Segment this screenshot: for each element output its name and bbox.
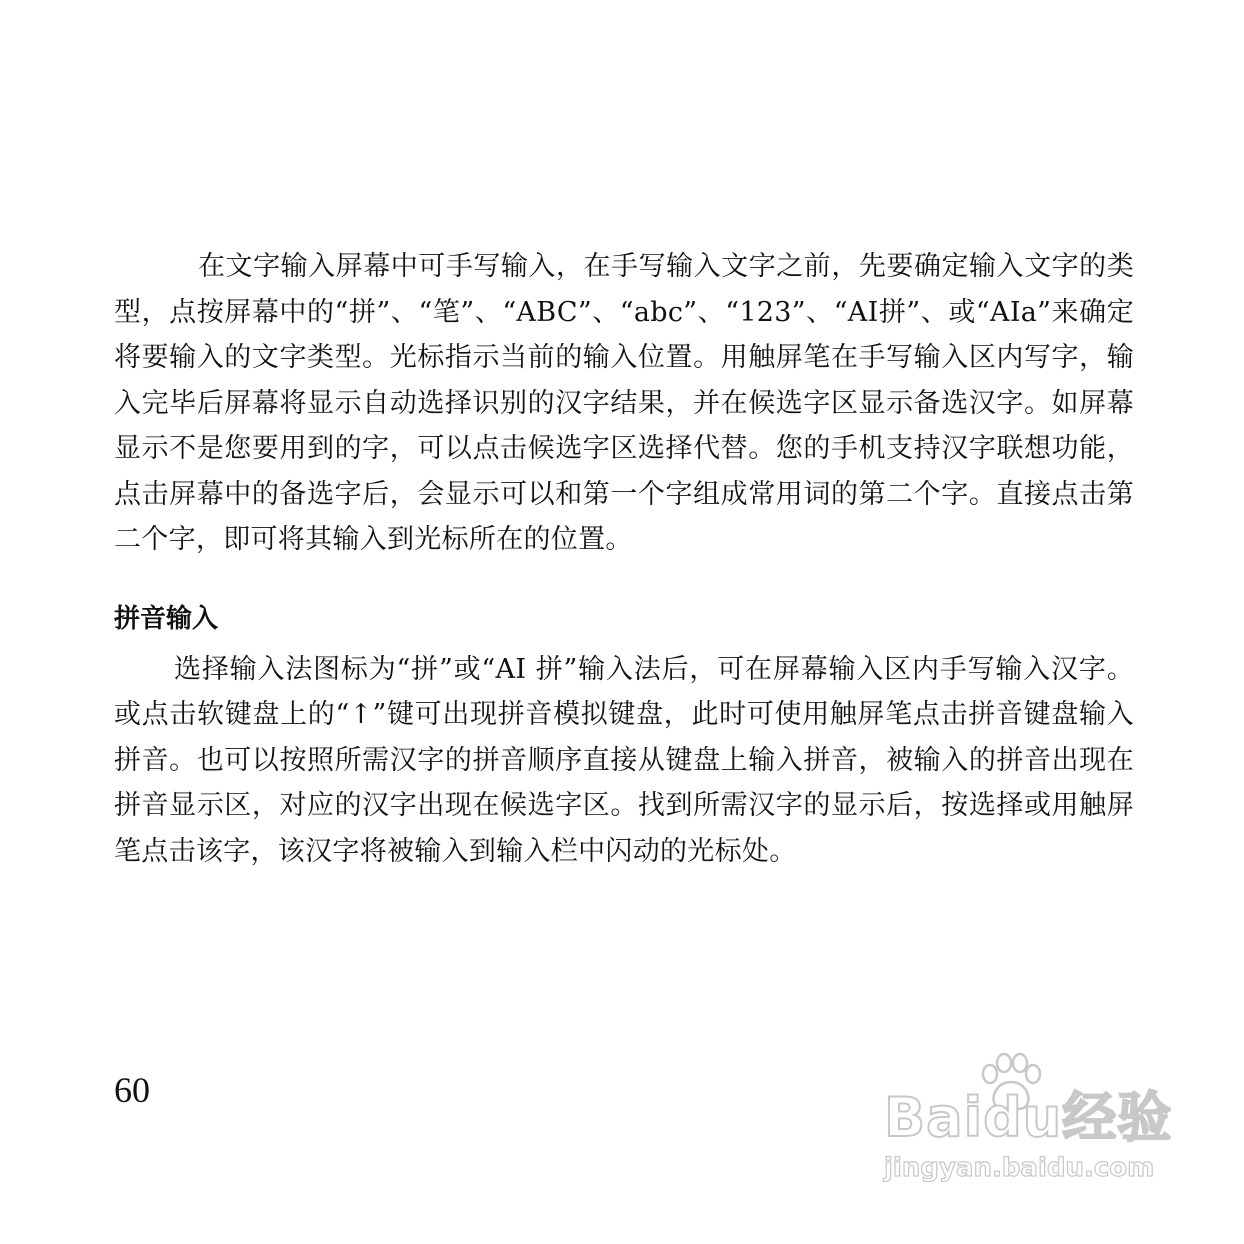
page-number: 60 (114, 1070, 150, 1110)
body-paragraph-pinyin: 选择输入法图标为“拼”或“AI 拼”输入法后，可在屏幕输入区内手写输入汉字。或点击软键盘上的“↑”键可出现拼音模拟键盘，此时可使用触屏笔点击拼音键盘输入拼音。也可以按照所需汉字的拼音顺序直接从键盘上输入拼音，被输入的拼音出现在拼音显示区，对应的汉字出现在候选字区。找到所需汉字的显示后，按选择或用触屏笔点击该字，该汉字将被输入到输入栏中闪动的光标处。 (114, 653, 1134, 867)
watermark-logo-text: Baidu经验 (884, 1086, 1173, 1149)
section-heading-pinyin-input: 拼音输入 (114, 603, 219, 634)
page-content (114, 244, 1134, 874)
baidu-jingyan-watermark (880, 1052, 1180, 1202)
watermark-url: jingyan.baidu.com (884, 1153, 1155, 1183)
body-paragraph-handwriting: 在文字输入屏幕中可手写输入，在手写输入文字之前，先要确定输入文字的类型，点按屏幕中的“拼”、“笔”、“ABC”、“abc”、“123”、“AI拼”、或“AIa”来确定将要输入的文字类型。光标指示当前的输入位置。用触屏笔在手写输入区内写字，输入完毕后屏幕将显示自动选择识别的汉字结果，并在候选字区显示备选汉字。如屏幕显示不是您要用到的字，可以点击候选字区选择代替。您的手机支持汉字联想功能，点击屏幕中的备选字后，会显示可以和第一个字组成常用词的第二个字。直接点击第二个字，即可将其输入到光标所在的位置。 (114, 251, 1134, 555)
